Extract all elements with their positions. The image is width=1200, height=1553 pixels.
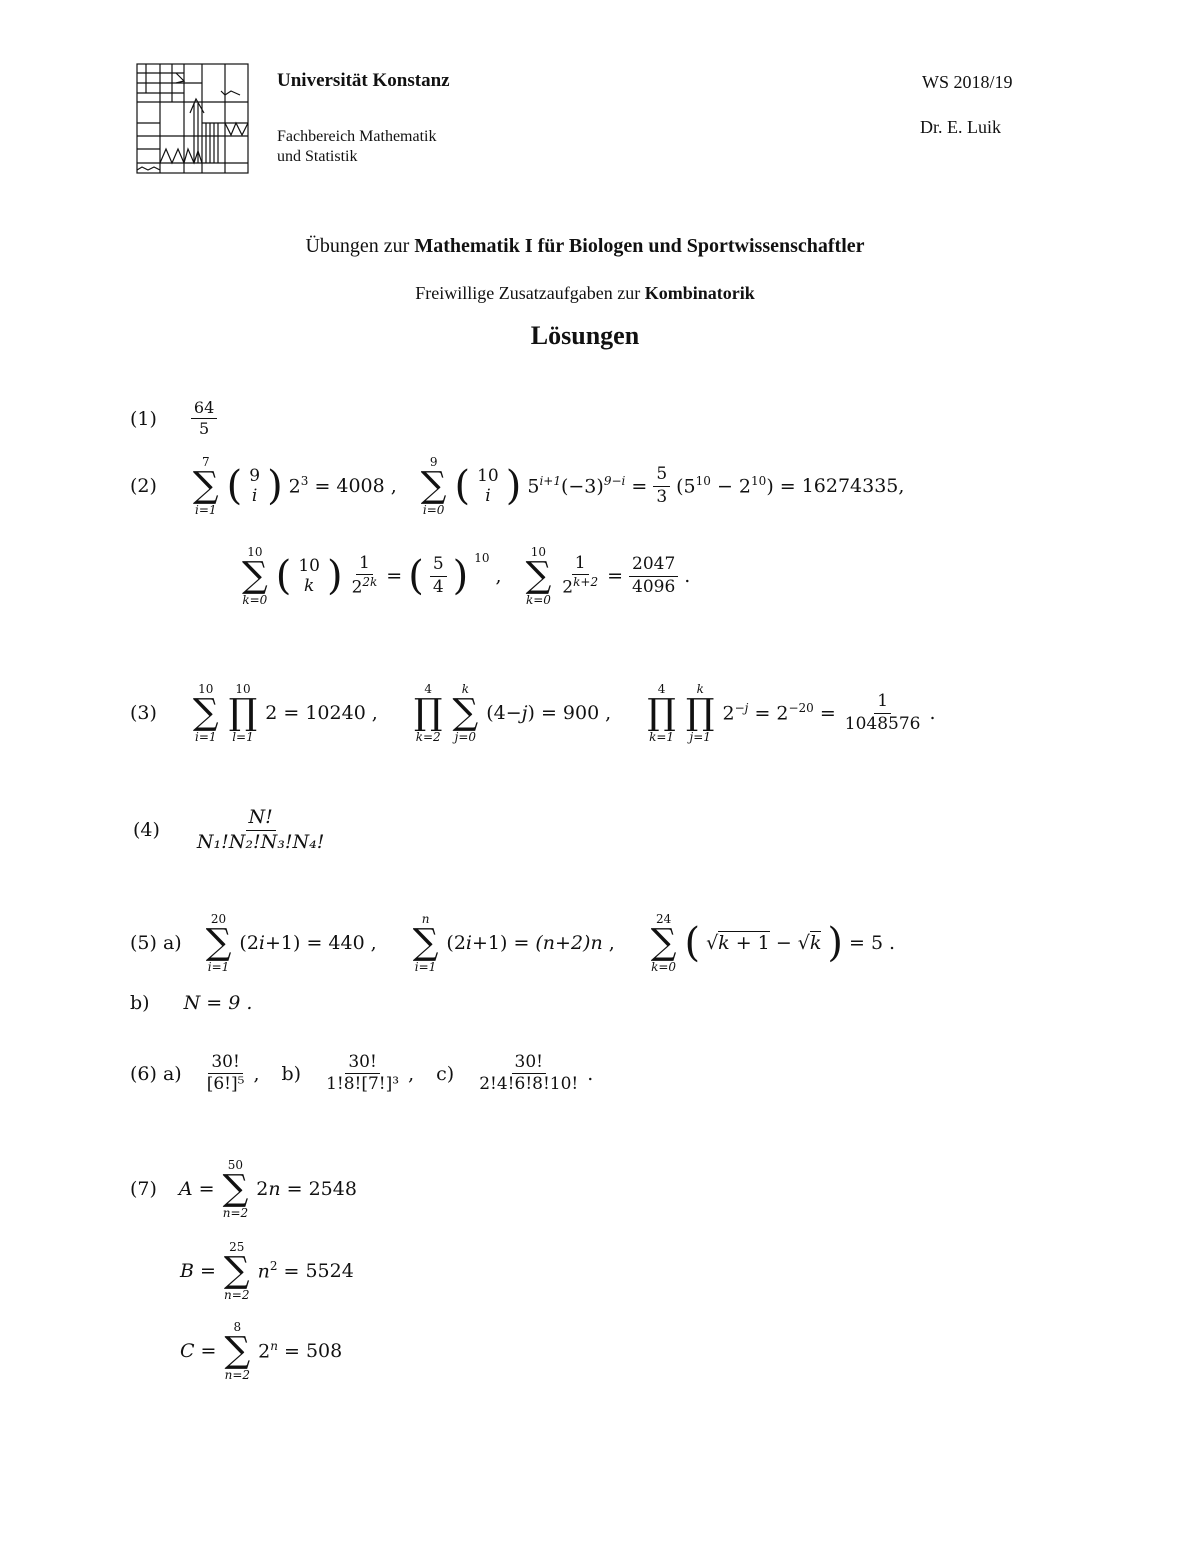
problem-7-c-result: 508 — [305, 1340, 343, 1362]
university-name: Universität Konstanz — [277, 70, 450, 91]
problem-3: (3) 10 ∑ i=1 10 ∏ l=1 2 = 10240 , 4 ∏ k=2 k ∑ j=0 (4−j) = 900 , 4 ∏ k=1 k ∏ j=1 $2^{-j}$ = $2^{-20}$ = $\frac{1}{1048576}$ . — [130, 682, 936, 744]
problem-6a-answer: $\frac{30!}{\text{[6!]⁵}}$ — [206, 1052, 245, 1095]
konstanz-logo-icon — [136, 63, 250, 175]
problem-5-result-1: 440 — [328, 932, 365, 954]
problem-5a: (5) a) 20 ∑ i=1 (2i+1) = 440 , n ∑ i=1 (2i+1) = (n+2)n , 24 ∑ k=0 ( √k + 1 − √k ) = 5 . — [130, 912, 896, 974]
problem-6b-answer: $\frac{30!}{\text{1!8![7!]³}}$ — [326, 1052, 400, 1095]
problem-3-result-1: 10240 — [305, 702, 366, 724]
course-title — [0, 235, 1170, 258]
problem-7-label: (7) — [130, 1178, 157, 1200]
problem-2-result-1: 4008 — [336, 475, 385, 497]
problem-2-result-2: 16274335, — [801, 475, 905, 497]
problem-6c-answer: $\frac{30!}{2!4!6!8!10!}$ — [479, 1052, 579, 1095]
department-line-2: und Statistik — [277, 148, 358, 165]
problem-3-result-2: 900 — [562, 702, 600, 724]
problem-5-result-3: 5 — [870, 932, 884, 954]
problem-5b-label: b) — [130, 992, 150, 1014]
course-title-prefix: Übungen zur — [305, 235, 415, 257]
problem-6b-label: b) — [281, 1062, 302, 1085]
problem-7-a-result: 2548 — [308, 1178, 357, 1200]
problem-1-label: (1) — [130, 407, 157, 430]
problem-7-b-result: 5524 — [305, 1260, 354, 1282]
problem-4-answer: $\frac{N!}{\text{N₁!N₂!N₃!N₄!}}$ — [196, 806, 325, 853]
department-line-1: Fachbereich Mathematik — [277, 128, 437, 145]
subtitle — [0, 283, 1170, 304]
problem-2: (2) 7 ∑ i=1 ( 9 i ) $2^3$ = 4008 , 9 ∑ i=0 ( 10 i ) $5^{i+1}(-3)^{9-i}$ = $\frac{5}{3}$ $(5^{10} - 2^{10})$ = 16274335, — [130, 455, 905, 517]
problem-6c-label: c) — [436, 1062, 455, 1085]
problem-2-line-2: 10 ∑ k=0 ( 10 k ) $\frac{1}{2^{2k}}$ = ( $\frac{5}{4}$ ) $^{10}$ , 10 ∑ k=0 $\frac{1}{2^{k+2}}$ = $\frac{2047}{4096}$ . — [242, 545, 691, 607]
problem-4-label: (4) — [133, 819, 160, 842]
problem-1 — [130, 398, 217, 439]
problem-1-answer: $\frac{64}{5}$ — [191, 398, 217, 439]
problem-5-result-2: (n+2)n — [535, 932, 603, 954]
problem-5-label: (5) a) — [130, 932, 182, 954]
problem-6: (6) a) $\frac{30!}{\text{[6!]⁵}}$ , b) $\frac{30!}{\text{1!8![7!]³}}$ , c) $\frac{30!}{2!4!6!8!10!}$ . — [130, 1052, 594, 1095]
university-logo — [136, 63, 250, 179]
subtitle-prefix: Freiwillige Zusatzaufgaben zur — [415, 283, 645, 303]
page-heading: Lösungen — [530, 321, 640, 350]
problem-4 — [133, 806, 327, 855]
problem-7-a: (7) A = 50 ∑ n=2 2n = 2548 — [130, 1158, 357, 1220]
problem-7-b: B = 25 ∑ n=2 $n^2$ = 5524 — [180, 1240, 354, 1302]
course-name: Mathematik I für Biologen und Sportwissenschaftler — [414, 235, 865, 257]
problem-7-c: C = 8 ∑ n=2 $2^n$ = 508 — [180, 1320, 343, 1382]
problem-2-label: (2) — [130, 475, 157, 497]
problem-6-label: (6) a) — [130, 1062, 182, 1085]
problem-2-result-4: $\frac{2047}{4096}$ — [629, 554, 678, 598]
problem-3-label: (3) — [130, 702, 157, 724]
subtitle-topic: Kombinatorik — [644, 283, 755, 303]
lecturer: Dr. E. Luik — [920, 117, 1001, 137]
problem-5b-answer: N = 9 . — [183, 992, 253, 1014]
semester: WS 2018/19 — [922, 72, 1013, 92]
problem-5b — [130, 992, 252, 1014]
problem-3-result-3: $\frac{1}{1048576}$ — [844, 691, 921, 734]
